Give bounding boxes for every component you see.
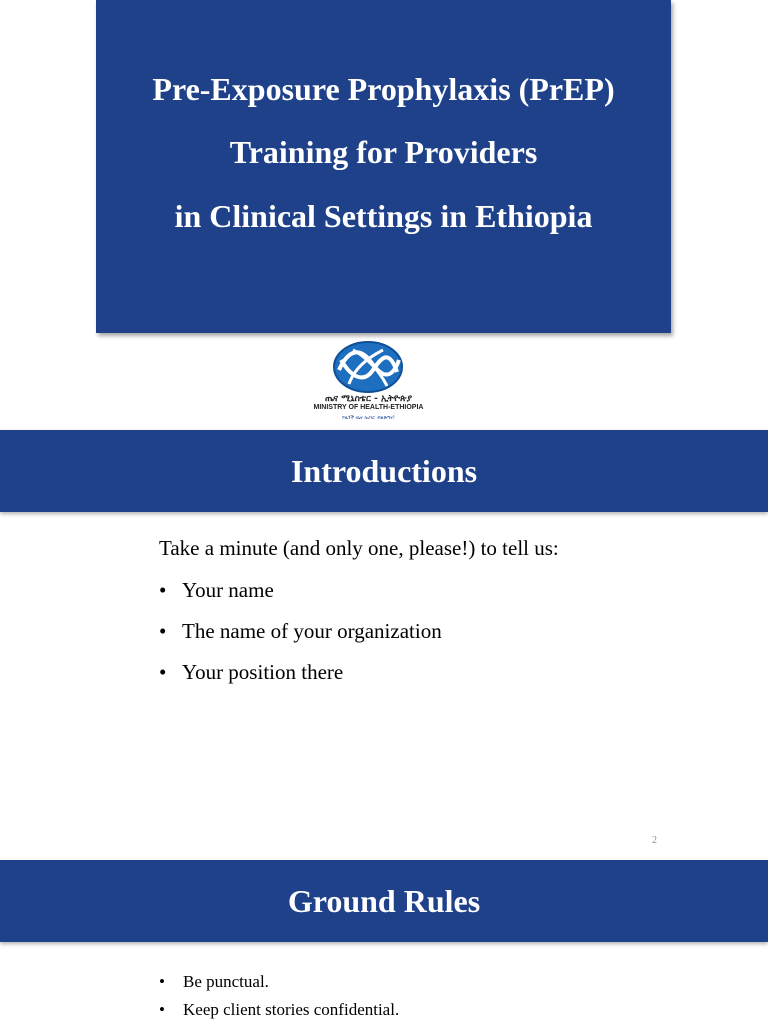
bullet-icon: • <box>159 619 167 643</box>
bullet-icon: • <box>159 1000 165 1019</box>
list-item-text: Be punctual. <box>183 972 269 991</box>
introductions-banner <box>0 430 768 512</box>
list-item <box>159 659 442 700</box>
globe-knot-icon <box>331 340 406 396</box>
title-line-3: in Clinical Settings in Ethiopia <box>174 198 593 234</box>
introductions-lead-text: Take a minute (and only one, please!) to tell us: <box>159 536 559 560</box>
ground-rules-banner <box>0 860 768 942</box>
title-line-2: Training for Providers <box>229 134 538 170</box>
list-item <box>159 999 399 1027</box>
list-item <box>159 971 399 999</box>
title-slide-banner <box>96 0 671 333</box>
logo-motto: የዜጎች ጤና ለሀገር ብልጽግና! <box>342 415 395 421</box>
introductions-bullet-list <box>159 577 442 700</box>
logo-amharic-name: ጤና ሚኒስቴር - ኢትዮጵያ <box>324 394 413 404</box>
bullet-icon: • <box>159 972 165 991</box>
list-item-text: Your name <box>182 578 274 602</box>
list-item <box>159 577 442 618</box>
list-item-text: The name of your organization <box>182 619 442 643</box>
page-number: 2 <box>652 835 657 846</box>
bullet-icon: • <box>159 660 167 684</box>
ground-rules-title: Ground Rules <box>287 883 481 919</box>
ground-rules-bullet-list <box>159 971 399 1027</box>
list-item-text: Your position there <box>182 660 344 684</box>
title-line-1: Pre-Exposure Prophylaxis (PrEP) <box>152 71 615 107</box>
logo-english-name: MINISTRY OF HEALTH-ETHIOPIA <box>313 404 424 411</box>
list-item <box>159 618 442 659</box>
introductions-title: Introductions <box>290 453 478 489</box>
list-item-text: Keep client stories confidential. <box>183 1000 400 1019</box>
bullet-icon: • <box>159 578 167 602</box>
ministry-of-health-logo <box>301 336 436 428</box>
